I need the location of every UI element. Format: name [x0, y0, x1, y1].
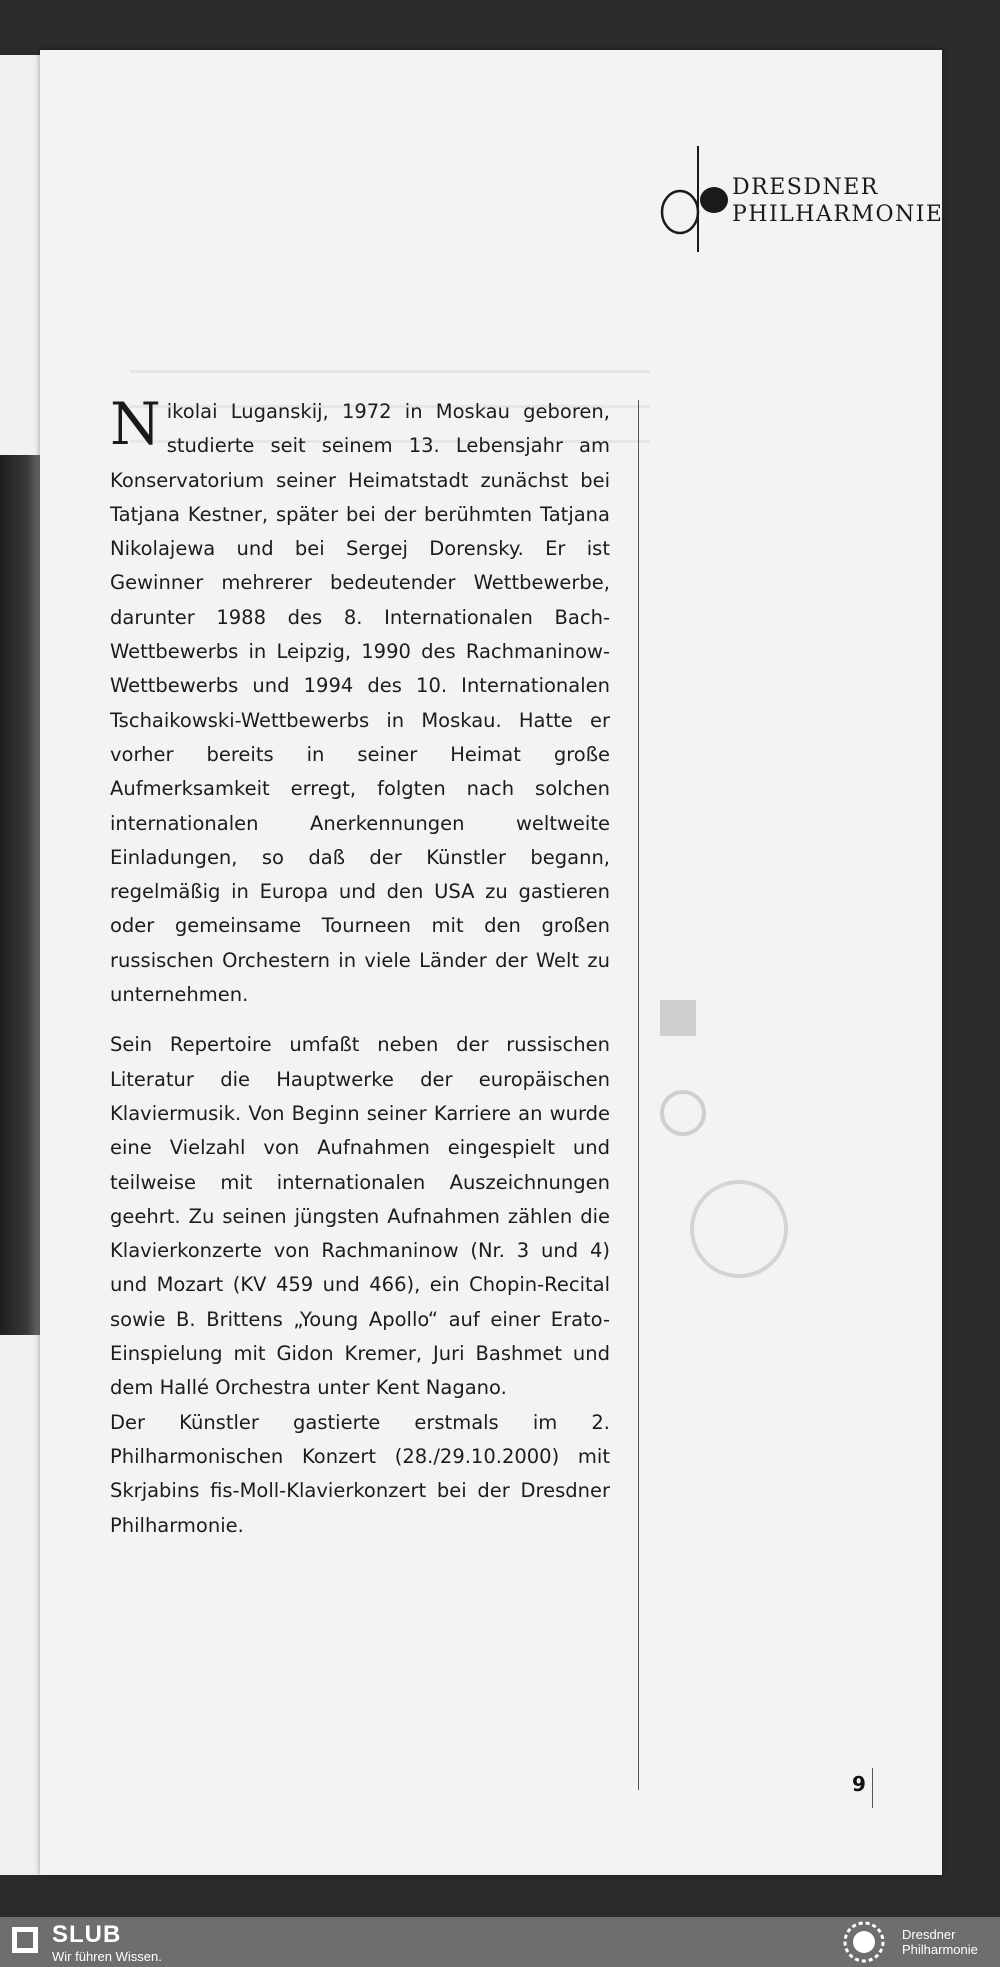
footer-dp-line2: Philharmonie: [902, 1942, 978, 1957]
drop-cap: N: [110, 390, 161, 458]
paragraph-1-text: ikolai Luganskij, 1972 in Moskau geboren, studierte seit seinem 13. Lebensjahr am Konservatorium seiner Heimatstadt zunächst bei Tatjana Kestner, später bei der berühmten Tatjana Nikolajewa und bei Sergej Dorensky. Er ist Gewinner mehrerer bedeutender Wettbewerbe, darunter 1988 des 8. Internationalen Bach-Wettbewerbs in Leipzig, 1990 des Rachmaninow-Wettbewerbs und 1994 des 10. Internationalen Tschaikowski-Wettbewerbs in Moskau. Hatte er vorher bereits in seiner Heimat große Aufmerksamkeit erregt, folgten nach solchen internationalen Anerkennungen weltweite Einladungen, so daß der Künstler begann, regelmäßig in Europa und den USA zu gastieren oder gemeinsame Tourneen mit den großen russischen Orchestern in viele Länder der Welt zu unternehmen.: [110, 400, 610, 1007]
paragraph-3: Der Künstler gastierte erstmals im 2. Philharmonischen Konzert (28./29.10.2000) mit Skrjabins fis-Moll-Klavierkonzert bei der Dresdner Philharmonie.: [110, 1410, 610, 1537]
biography-article: [110, 390, 610, 1559]
dresdner-philharmonie-badge-icon: [842, 1920, 886, 1964]
document-page: [40, 50, 942, 1875]
sponsor-badge-shadow: [690, 1180, 788, 1278]
column-divider: [638, 400, 639, 1790]
footer-dp-line1: Dresdner: [902, 1927, 956, 1942]
sponsor-logo-shadow: [660, 1000, 696, 1036]
footer-bar: [0, 1917, 1000, 1967]
logo-wordmark: [732, 174, 944, 228]
sponsor-circle-shadow: [660, 1090, 706, 1136]
page-number-rule: [872, 1768, 873, 1808]
slub-claim: Wir führen Wissen.: [52, 1949, 162, 1964]
paragraph-2: Sein Repertoire umfaßt neben der russischen Literatur die Hauptwerke der europäischen Klaviermusik. Von Beginn seiner Karriere an wurde eine Vielzahl von Aufnahmen eingespielt und teilweise mit internationalen Auszeichnungen geehrt. Zu seinen jüngsten Aufnahmen zählen die Klavierkonzerte von Rachmaninow (Nr. 3 und 4) und Mozart (KV 459 und 466), ein Chopin-Recital sowie B. Brittens „Young Apollo“ auf einer Erato-Einspielung mit Gidon Kremer, Juri Bashmet und dem Hallé Orchestra unter Kent Nagano.: [110, 1033, 610, 1400]
page-number: 9: [852, 1772, 866, 1796]
dp-logo-mark-icon: [590, 100, 730, 270]
slub-logo-icon: [12, 1927, 38, 1953]
footer-dp-wordmark: [902, 1927, 978, 1957]
logo-line1: DRESDNER: [732, 175, 879, 200]
dresdner-philharmonie-logo: [590, 100, 944, 270]
slub-name: SLUB: [52, 1921, 122, 1948]
logo-line2: PHILHARMONIE: [732, 202, 944, 227]
paragraph-1: [110, 390, 610, 1012]
